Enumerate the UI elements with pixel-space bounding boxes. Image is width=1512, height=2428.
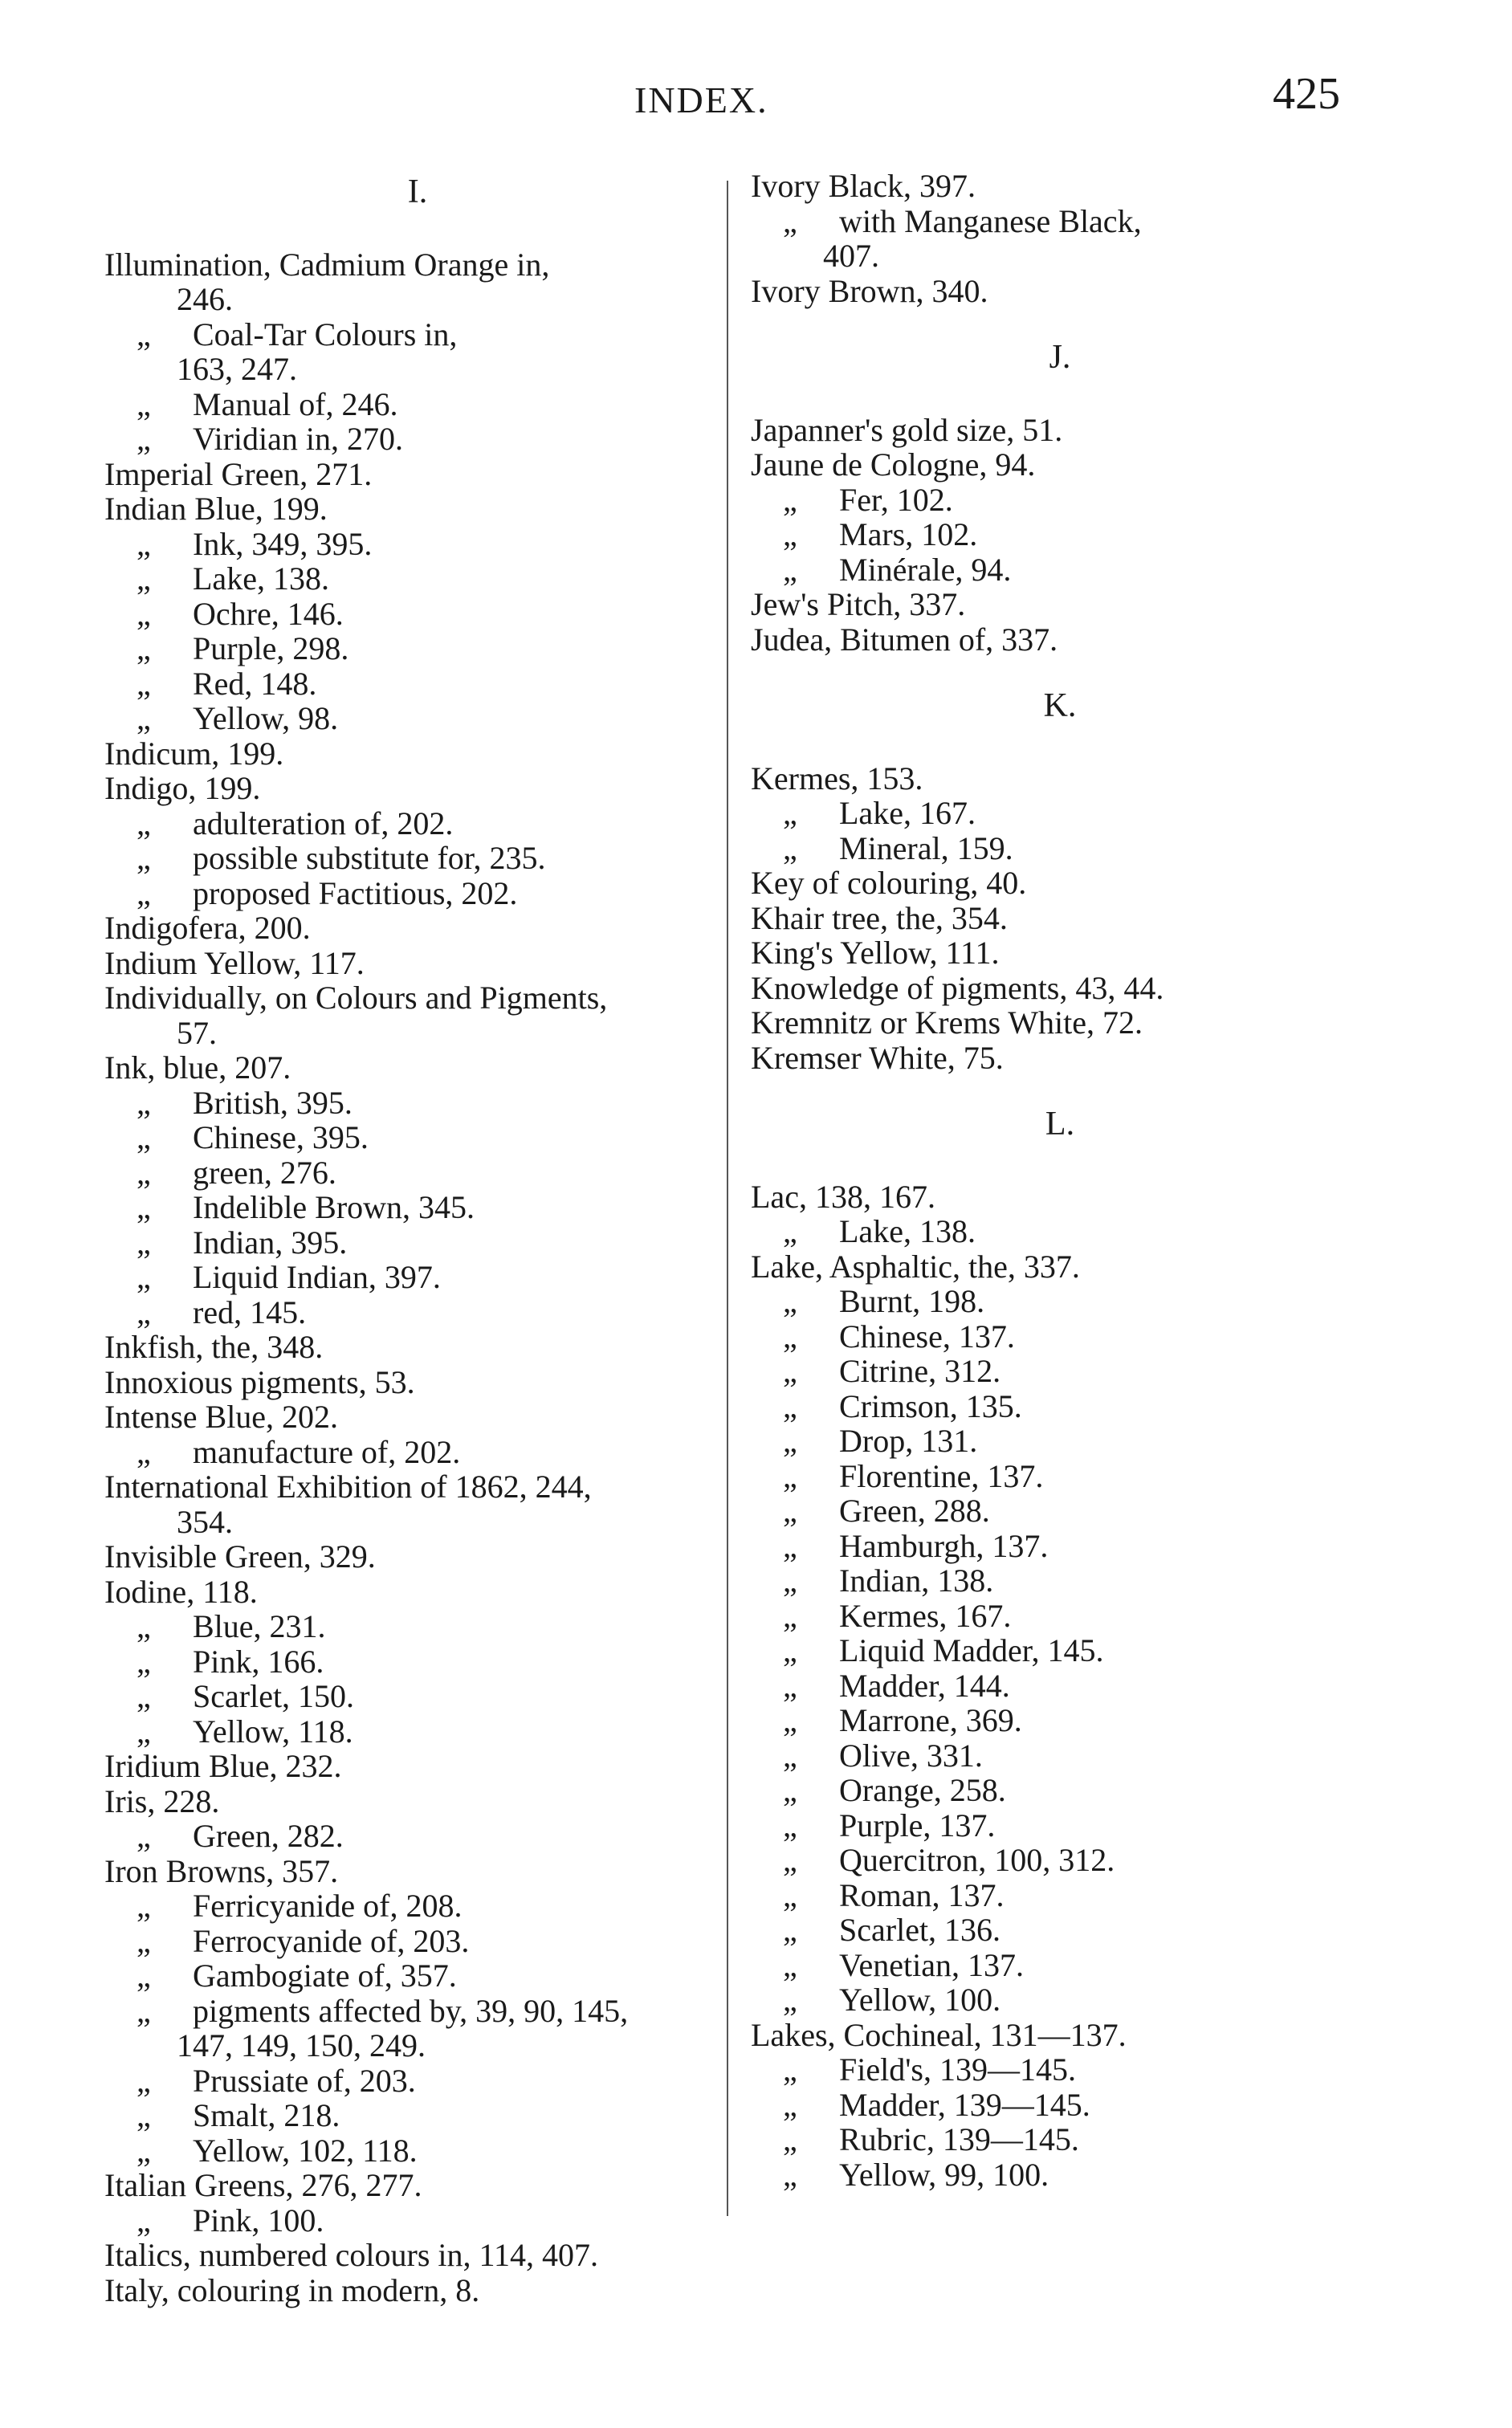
index-subentry: [104, 1714, 731, 1750]
entry-text: Lake, 138.: [839, 1213, 976, 1249]
entry-text: 163, 247.: [177, 351, 297, 387]
entry-text: red, 145.: [193, 1293, 307, 1330]
entry-text: Kremser White, 75.: [751, 1039, 1004, 1076]
index-entry: [104, 980, 731, 1016]
entry-text: Yellow, 98.: [193, 700, 339, 736]
index-subentry: [104, 1924, 731, 1959]
entry-text: Imperial Green, 271.: [104, 455, 373, 492]
index-entry: [104, 1749, 731, 1784]
index-subentry: [751, 1843, 1369, 1878]
index-entry: [104, 946, 731, 981]
entry-text: Chinese, 395.: [193, 1119, 369, 1155]
ditto-mark: „: [137, 630, 151, 666]
ditto-mark: „: [137, 840, 151, 876]
ditto-mark: „: [783, 1457, 797, 1494]
index-entry: [104, 491, 731, 527]
ditto-mark: „: [137, 1957, 151, 1994]
index-entry: [104, 247, 731, 283]
entry-text: Liquid Madder, 145.: [839, 1632, 1104, 1668]
ditto-mark: „: [783, 829, 797, 866]
ditto-mark: „: [783, 1632, 797, 1668]
ditto-mark: „: [783, 516, 797, 552]
index-subentry: [751, 552, 1369, 588]
ditto-mark: „: [783, 1702, 797, 1738]
ditto-mark: „: [783, 1982, 797, 2018]
entry-text: Key of colouring, 40.: [751, 865, 1027, 901]
ditto-mark: „: [783, 1213, 797, 1249]
ditto-mark: „: [783, 481, 797, 518]
i-continued-entries: [751, 169, 1369, 308]
index-entry: [751, 622, 1369, 658]
entry-text: Knowledge of pigments, 43, 44.: [751, 969, 1164, 1006]
entry-text: Purple, 298.: [193, 630, 349, 666]
index-subentry: [751, 1913, 1369, 1948]
ditto-mark: „: [137, 1293, 151, 1330]
ditto-mark: „: [137, 1259, 151, 1295]
index-entry-continuation: [104, 1016, 731, 1051]
entry-text: 407.: [823, 238, 879, 274]
index-entry: [104, 771, 731, 806]
index-subentry: [104, 2063, 731, 2099]
index-subentry: [751, 1424, 1369, 1459]
section-letter-k: K.: [1043, 687, 1077, 724]
entry-text: Iodine, 118.: [104, 1573, 258, 1610]
index-entry: [104, 2273, 731, 2308]
index-subentry: [104, 701, 731, 736]
entry-text: Madder, 144.: [839, 1667, 1010, 1704]
ditto-mark: „: [783, 1667, 797, 1704]
index-subentry: [104, 1819, 731, 1854]
entry-text: Inkfish, the, 348.: [104, 1329, 324, 1365]
entry-text: Indelible Brown, 345.: [193, 1189, 475, 1225]
entry-text: Italian Greens, 276, 277.: [104, 2167, 422, 2203]
ditto-mark: „: [137, 316, 151, 352]
ditto-mark: „: [783, 1283, 797, 1319]
index-entry: [751, 274, 1369, 309]
index-entry: [104, 1854, 731, 1889]
ditto-mark: „: [783, 1318, 797, 1355]
ditto-mark: „: [137, 2202, 151, 2239]
entry-text: Minérale, 94.: [839, 551, 1012, 588]
entry-text: Citrine, 312.: [839, 1353, 1001, 1389]
entry-text: Florentine, 137.: [839, 1457, 1044, 1494]
ditto-mark: „: [137, 2097, 151, 2133]
index-subentry: [104, 841, 731, 876]
index-subentry: [104, 1190, 731, 1225]
ditto-mark: „: [783, 551, 797, 588]
entry-text: Madder, 139—145.: [839, 2086, 1090, 2123]
index-subentry: [751, 204, 1369, 239]
entry-text: Lake, Asphaltic, the, 337.: [751, 1248, 1080, 1285]
index-entry: [104, 1469, 731, 1505]
entry-text: Green, 282.: [193, 1818, 344, 1854]
index-subentry: [751, 1948, 1369, 1983]
entry-text: Ink, blue, 207.: [104, 1049, 291, 1086]
entry-text: Mars, 102.: [839, 516, 978, 552]
index-subentry: [104, 561, 731, 597]
index-subentry: [104, 2098, 731, 2133]
index-subentry: [104, 2203, 731, 2239]
entry-text: Judea, Bitumen of, 337.: [751, 621, 1058, 658]
entry-text: British, 395.: [193, 1084, 353, 1121]
entry-text: 147, 149, 150, 249.: [177, 2027, 426, 2063]
index-subentry: [104, 1225, 731, 1261]
entry-text: Jew's Pitch, 337.: [751, 586, 966, 622]
entry-text: Yellow, 100.: [839, 1982, 1001, 2018]
entry-text: 246.: [177, 281, 233, 317]
ditto-mark: „: [783, 2156, 797, 2193]
ditto-mark: „: [137, 1084, 151, 1121]
index-subentry: [104, 1609, 731, 1644]
ditto-mark: „: [783, 1807, 797, 1843]
entry-text: green, 276.: [193, 1154, 336, 1191]
entry-text: Iris, 228.: [104, 1782, 220, 1819]
ditto-mark: „: [137, 1992, 151, 2029]
section-letter-l: L.: [1045, 1106, 1075, 1143]
entry-text: Yellow, 99, 100.: [839, 2156, 1049, 2193]
entry-text: Italy, colouring in modern, 8.: [104, 2271, 480, 2308]
entry-text: Ivory Black, 397.: [751, 168, 976, 204]
index-subentry: [751, 1563, 1369, 1599]
index-entry: [751, 169, 1369, 204]
index-subentry: [751, 1459, 1369, 1494]
entry-text: Italics, numbered colours in, 114, 407.: [104, 2237, 599, 2273]
ditto-mark: „: [783, 795, 797, 831]
index-entry: [751, 971, 1369, 1006]
ditto-mark: „: [137, 1888, 151, 1924]
entry-text: Yellow, 118.: [193, 1713, 353, 1750]
entry-text: Illumination, Cadmium Orange in,: [104, 246, 550, 283]
index-subentry: [751, 1354, 1369, 1389]
entry-text: Chinese, 137.: [839, 1318, 1015, 1355]
index-subentry: [751, 1668, 1369, 1704]
entry-text: Khair tree, the, 354.: [751, 899, 1008, 936]
entry-text: Invisible Green, 329.: [104, 1538, 376, 1575]
index-entry: [104, 1365, 731, 1400]
entry-text: Intense Blue, 202.: [104, 1399, 339, 1435]
ditto-mark: „: [137, 1713, 151, 1750]
entry-text: Roman, 137.: [839, 1876, 1005, 1913]
index-subentry: [104, 597, 731, 632]
entry-text: 354.: [177, 1503, 233, 1540]
index-subentry: [104, 666, 731, 702]
index-entry: [751, 1249, 1369, 1285]
index-subentry: [751, 1389, 1369, 1424]
index-entry: [751, 901, 1369, 936]
entry-text: Blue, 231.: [193, 1608, 326, 1644]
ditto-mark: „: [137, 385, 151, 422]
entry-text: Prussiate of, 203.: [193, 2062, 416, 2099]
right-column: [751, 169, 1369, 2192]
entry-text: Indian Blue, 199.: [104, 491, 328, 527]
entry-text: Purple, 137.: [839, 1807, 996, 1843]
entry-text: Jaune de Cologne, 94.: [751, 446, 1036, 483]
ditto-mark: „: [783, 2051, 797, 2088]
entry-text: Lake, 167.: [839, 795, 976, 831]
index-entry: [751, 447, 1369, 483]
entry-text: Rubric, 139—145.: [839, 2121, 1079, 2157]
ditto-mark: „: [137, 421, 151, 457]
entry-text: Green, 288.: [839, 1493, 990, 1529]
ditto-mark: „: [783, 2121, 797, 2157]
entry-text: Quercitron, 100, 312.: [839, 1842, 1115, 1878]
index-entry: [751, 1041, 1369, 1076]
index-subentry: [751, 1808, 1369, 1843]
entry-text: Indigofera, 200.: [104, 910, 311, 946]
ditto-mark: „: [137, 1154, 151, 1191]
entry-text: adulteration of, 202.: [193, 805, 454, 841]
entry-text: with Manganese Black,: [839, 202, 1142, 239]
index-entry: [104, 1539, 731, 1575]
index-subentry: [751, 1493, 1369, 1529]
ditto-mark: „: [137, 1818, 151, 1854]
index-subentry: [104, 1295, 731, 1330]
entry-text: manufacture of, 202.: [193, 1433, 461, 1470]
index-entry: [751, 761, 1369, 796]
entry-text: Yellow, 102, 118.: [193, 2132, 418, 2169]
index-entry: [104, 2168, 731, 2203]
j-entries: [751, 413, 1369, 658]
ditto-mark: „: [783, 1562, 797, 1599]
ditto-mark: „: [783, 1527, 797, 1564]
entry-text: Burnt, 198.: [839, 1283, 985, 1319]
left-column: [104, 175, 731, 2308]
ditto-mark: „: [783, 1493, 797, 1529]
index-entry-continuation: [104, 352, 731, 387]
ditto-mark: „: [783, 1353, 797, 1389]
index-subentry: [104, 2133, 731, 2169]
index-subentry: [104, 1644, 731, 1680]
ditto-mark: „: [137, 525, 151, 562]
index-subentry: [751, 1284, 1369, 1319]
entry-text: International Exhibition of 1862, 244,: [104, 1469, 592, 1505]
index-subentry: [751, 483, 1369, 518]
ditto-mark: „: [783, 1876, 797, 1913]
entry-text: Iridium Blue, 232.: [104, 1748, 342, 1784]
entry-text: Smalt, 218.: [193, 2097, 340, 2133]
entry-text: Innoxious pigments, 53.: [104, 1363, 415, 1400]
index-entry: [751, 866, 1369, 901]
entry-text: Mineral, 159.: [839, 829, 1013, 866]
index-subentry: [104, 1086, 731, 1121]
ditto-mark: „: [783, 1842, 797, 1878]
entry-text: Hamburgh, 137.: [839, 1527, 1049, 1564]
index-subentry: [104, 1679, 731, 1714]
ditto-mark: „: [137, 1224, 151, 1261]
entry-text: Red, 148.: [193, 665, 317, 702]
entry-text: Fer, 102.: [839, 481, 953, 518]
index-subentry: [104, 387, 731, 422]
entry-text: Pink, 166.: [193, 1643, 324, 1680]
index-entry: [751, 1179, 1369, 1215]
index-subentry: [751, 1773, 1369, 1808]
entry-text: Orange, 258.: [839, 1772, 1006, 1808]
ditto-mark: „: [783, 1423, 797, 1459]
ditto-mark: „: [137, 1119, 151, 1155]
index-subentry: [751, 2122, 1369, 2157]
ditto-mark: „: [137, 1643, 151, 1680]
index-entry: [104, 1575, 731, 1610]
index-subentry: [104, 1120, 731, 1155]
entry-text: Individually, on Colours and Pigments,: [104, 980, 608, 1016]
entry-text: proposed Factitious, 202.: [193, 874, 518, 911]
index-subentry: [104, 806, 731, 841]
index-entry: [104, 2238, 731, 2273]
section-letter-j: J.: [1049, 339, 1071, 376]
index-subentry: [751, 1878, 1369, 1913]
entry-text: Indian, 138.: [839, 1562, 994, 1599]
ditto-mark: „: [783, 1387, 797, 1424]
index-subentry: [104, 422, 731, 457]
running-head: INDEX.: [634, 79, 768, 120]
ditto-mark: „: [137, 595, 151, 632]
entry-text: Olive, 331.: [839, 1737, 983, 1774]
index-entry: [751, 2018, 1369, 2053]
ditto-mark: „: [137, 1189, 151, 1225]
ditto-mark: „: [137, 665, 151, 702]
ditto-mark: „: [783, 1772, 797, 1808]
index-entry-continuation: [104, 2028, 731, 2063]
entry-text: Lac, 138, 167.: [751, 1178, 935, 1215]
index-subentry: [751, 2157, 1369, 2193]
index-subentry: [751, 2088, 1369, 2123]
entry-text: Scarlet, 136.: [839, 1912, 1001, 1948]
index-subentry: [751, 1599, 1369, 1634]
entry-text: King's Yellow, 111.: [751, 935, 1000, 971]
entry-text: 57.: [177, 1014, 217, 1051]
entry-text: Indian, 395.: [193, 1224, 348, 1261]
entry-text: Pink, 100.: [193, 2202, 324, 2239]
index-entry: [751, 1005, 1369, 1041]
entry-text: Viridian in, 270.: [193, 421, 404, 457]
left-entries: [104, 247, 731, 2308]
index-entry: [104, 457, 731, 492]
ditto-mark: „: [137, 874, 151, 911]
index-subentry: [751, 1214, 1369, 1249]
index-entry-continuation: [104, 1505, 731, 1540]
index-subentry: [104, 1260, 731, 1295]
index-subentry: [751, 1319, 1369, 1355]
index-entry: [751, 587, 1369, 622]
index-entry: [104, 1330, 731, 1365]
index-subentry: [751, 796, 1369, 831]
index-subentry: [751, 1738, 1369, 1774]
index-subentry: [104, 1888, 731, 1924]
entry-text: Kremnitz or Krems White, 72.: [751, 1004, 1143, 1041]
index-subentry: [104, 631, 731, 666]
index-entry: [104, 736, 731, 772]
ditto-mark: „: [137, 1433, 151, 1470]
ditto-mark: „: [783, 1737, 797, 1774]
index-entry: [751, 413, 1369, 448]
index-subentry: [751, 1633, 1369, 1668]
entry-text: Indicum, 199.: [104, 735, 284, 772]
ditto-mark: „: [783, 1912, 797, 1948]
entry-text: Ferricyanide of, 208.: [193, 1888, 463, 1924]
ditto-mark: „: [137, 2062, 151, 2099]
l-entries: [751, 1179, 1369, 2193]
index-subentry: [104, 317, 731, 352]
entry-text: Manual of, 246.: [193, 385, 398, 422]
index-subentry: [104, 1155, 731, 1191]
index-subentry: [751, 831, 1369, 866]
index-entry-continuation: [104, 282, 731, 317]
entry-text: Indium Yellow, 117.: [104, 944, 365, 981]
entry-text: Field's, 139—145.: [839, 2051, 1076, 2088]
index-subentry: [751, 517, 1369, 552]
entry-text: Ochre, 146.: [193, 595, 344, 632]
ditto-mark: „: [783, 1597, 797, 1634]
index-subentry: [751, 1529, 1369, 1564]
entry-text: Scarlet, 150.: [193, 1678, 355, 1714]
entry-text: Marrone, 369.: [839, 1702, 1022, 1738]
entry-text: Gambogiate of, 357.: [193, 1957, 457, 1994]
ditto-mark: „: [783, 1946, 797, 1983]
ditto-mark: „: [137, 1608, 151, 1644]
entry-text: Coal-Tar Colours in,: [193, 316, 458, 352]
entry-text: Kermes, 167.: [839, 1597, 1012, 1634]
ditto-mark: „: [783, 2086, 797, 2123]
entry-text: Lake, 138.: [193, 560, 329, 597]
index-subentry: [104, 527, 731, 562]
index-subentry: [104, 1994, 731, 2029]
index-entry: [104, 1784, 731, 1819]
entry-text: Lakes, Cochineal, 131—137.: [751, 2016, 1127, 2053]
ditto-mark: „: [783, 202, 797, 239]
entry-text: Iron Browns, 357.: [104, 1852, 339, 1889]
entry-text: Kermes, 153.: [751, 760, 923, 796]
index-entry-continuation: [751, 238, 1369, 274]
entry-text: Japanner's gold size, 51.: [751, 411, 1063, 448]
entry-text: Liquid Indian, 397.: [193, 1259, 441, 1295]
entry-text: pigments affected by, 39, 90, 145,: [193, 1992, 629, 2029]
entry-text: Ferrocyanide of, 203.: [193, 1922, 470, 1959]
page-number: 425: [1273, 69, 1340, 119]
ditto-mark: „: [137, 1678, 151, 1714]
entry-text: Venetian, 137.: [839, 1946, 1024, 1983]
entry-text: Crimson, 135.: [839, 1387, 1022, 1424]
entry-text: Ink, 349, 395.: [193, 525, 373, 562]
entry-text: possible substitute for, 235.: [193, 840, 546, 876]
ditto-mark: „: [137, 2132, 151, 2169]
index-subentry: [104, 1435, 731, 1470]
index-subentry: [751, 2052, 1369, 2088]
section-letter-i: I.: [407, 173, 428, 210]
ditto-mark: „: [137, 1922, 151, 1959]
k-entries: [751, 761, 1369, 1076]
entry-text: Drop, 131.: [839, 1423, 978, 1459]
entry-text: Ivory Brown, 340.: [751, 272, 988, 309]
index-entry: [104, 1399, 731, 1435]
index-subentry: [104, 876, 731, 911]
index-subentry: [751, 1703, 1369, 1738]
entry-text: Indigo, 199.: [104, 770, 261, 806]
ditto-mark: „: [137, 805, 151, 841]
index-subentry: [751, 1982, 1369, 2018]
index-entry: [751, 935, 1369, 971]
index-entry: [104, 1050, 731, 1086]
ditto-mark: „: [137, 700, 151, 736]
index-entry: [104, 910, 731, 946]
index-subentry: [104, 1958, 731, 1994]
ditto-mark: „: [137, 560, 151, 597]
